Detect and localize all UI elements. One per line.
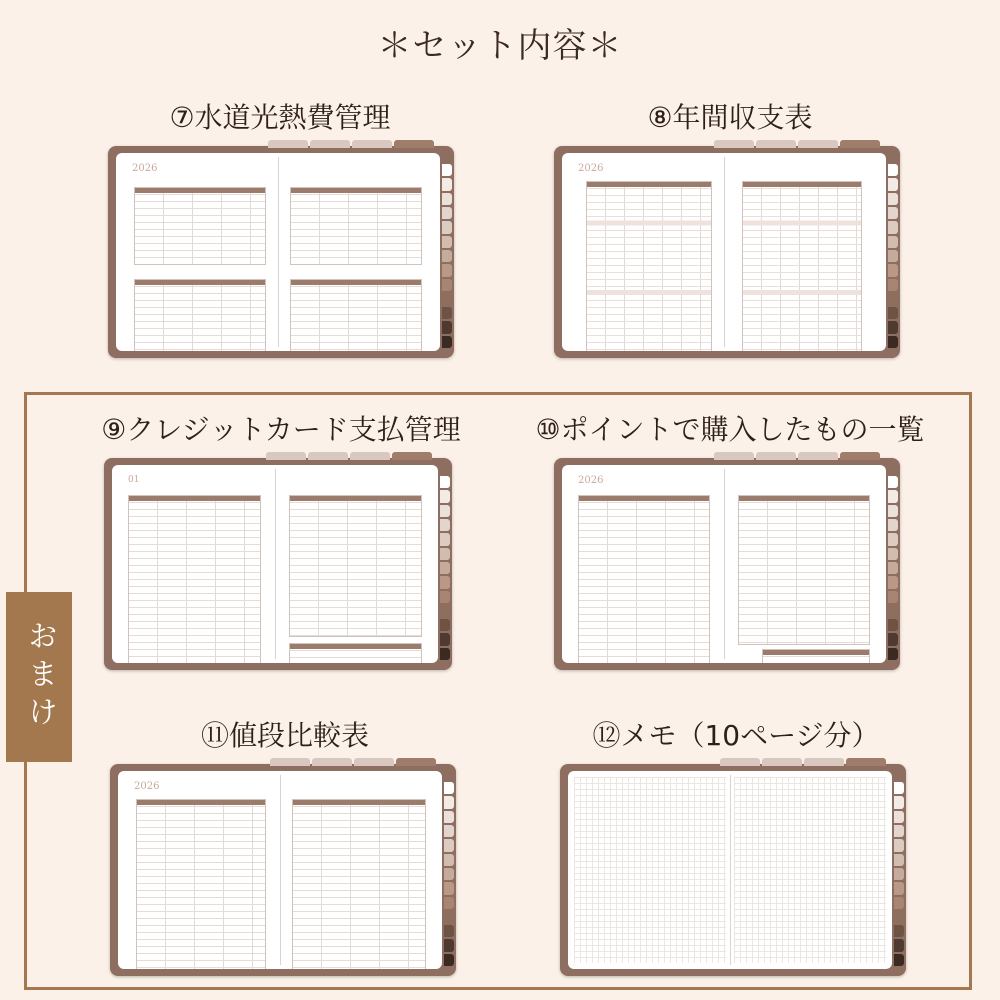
- side-tab: [444, 868, 454, 880]
- side-tab: [894, 782, 904, 794]
- side-tab: [444, 854, 454, 866]
- section-title-credit-card: ⑨クレジットカード支払管理: [101, 413, 461, 446]
- side-tab: [444, 897, 454, 909]
- side-tab: [444, 839, 454, 851]
- side-tab: [888, 562, 898, 574]
- side-tab: [440, 576, 450, 588]
- side-tab: [888, 307, 898, 319]
- side-tab: [888, 193, 898, 205]
- side-tab: [888, 221, 898, 233]
- side-tab: [894, 897, 904, 909]
- side-tab: [444, 782, 454, 794]
- year-label: 2026: [132, 163, 158, 174]
- notebook-mockup-annual-balance: [554, 146, 900, 358]
- side-tab: [442, 336, 452, 348]
- side-tab: [440, 490, 450, 502]
- side-tab: [444, 882, 454, 894]
- section-title-price-comparison: ⑪値段比較表: [200, 719, 369, 752]
- side-tab: [888, 505, 898, 517]
- section-title-points-purchases: ⑩ポイントで購入したもの一覧: [535, 413, 925, 446]
- side-tab: [894, 811, 904, 823]
- side-tab: [894, 796, 904, 808]
- side-tab: [888, 576, 898, 588]
- notebook-mockup-points-purchases: [554, 458, 900, 670]
- bonus-label: おまけ: [6, 592, 72, 762]
- side-tab: [442, 236, 452, 248]
- side-tab: [888, 533, 898, 545]
- side-tab: [888, 605, 898, 617]
- side-tab: [888, 476, 898, 488]
- side-tab: [442, 307, 452, 319]
- side-tab: [888, 293, 898, 305]
- side-tab: [894, 854, 904, 866]
- side-tab: [888, 279, 898, 291]
- side-tab: [888, 264, 898, 276]
- year-label: 2026: [578, 163, 604, 174]
- side-tab: [442, 279, 452, 291]
- side-tab: [444, 811, 454, 823]
- side-tab: [888, 519, 898, 531]
- side-tab: [440, 648, 450, 660]
- main-title: ＊セット内容＊: [377, 26, 623, 66]
- side-tab: [444, 954, 454, 966]
- side-tab: [894, 939, 904, 951]
- side-tab: [888, 619, 898, 631]
- side-tab: [442, 250, 452, 262]
- side-tab: [888, 648, 898, 660]
- side-tab: [442, 221, 452, 233]
- side-tab: [888, 178, 898, 190]
- side-tab: [888, 548, 898, 560]
- year-label: 2026: [578, 475, 604, 486]
- side-tab: [888, 164, 898, 176]
- side-tab: [444, 796, 454, 808]
- side-tab: [442, 293, 452, 305]
- side-tab: [888, 633, 898, 645]
- side-tab: [888, 490, 898, 502]
- side-tab: [440, 562, 450, 574]
- side-tab: [440, 591, 450, 603]
- side-tab: [894, 911, 904, 923]
- side-tab: [440, 633, 450, 645]
- side-tab: [442, 164, 452, 176]
- side-tab: [888, 250, 898, 262]
- side-tab: [442, 178, 452, 190]
- notebook-mockup-utilities: [108, 146, 454, 358]
- side-tab: [440, 619, 450, 631]
- side-tab: [440, 548, 450, 560]
- section-title-annual-balance: ⑧年間収支表: [647, 101, 813, 134]
- notebook-mockup-credit-card: 01: [104, 458, 452, 670]
- side-tab: [440, 476, 450, 488]
- year-label: 2026: [134, 781, 160, 792]
- side-tab: [894, 954, 904, 966]
- side-tab: [444, 825, 454, 837]
- side-tab: [888, 236, 898, 248]
- side-tab: [440, 505, 450, 517]
- notebook-mockup-price-comparison: [110, 764, 456, 976]
- side-tab: [888, 591, 898, 603]
- side-tab: [442, 193, 452, 205]
- side-tab: [442, 264, 452, 276]
- side-tab: [444, 939, 454, 951]
- side-tab: [440, 533, 450, 545]
- side-tab: [894, 825, 904, 837]
- side-tab: [888, 336, 898, 348]
- side-tab: [444, 911, 454, 923]
- side-tab: [894, 882, 904, 894]
- side-tab: [888, 207, 898, 219]
- side-tab: [888, 321, 898, 333]
- side-tab: [894, 868, 904, 880]
- side-tab: [894, 925, 904, 937]
- section-title-memo: ⑫メモ（10ページ分）: [592, 719, 880, 752]
- notebook-mockup-memo: [560, 764, 906, 976]
- side-tab: [440, 519, 450, 531]
- side-tab: [444, 925, 454, 937]
- side-tab: [894, 839, 904, 851]
- side-tab: [440, 605, 450, 617]
- side-tab: [442, 207, 452, 219]
- section-title-utilities: ⑦水道光熱費管理: [169, 101, 391, 134]
- side-tab: [442, 321, 452, 333]
